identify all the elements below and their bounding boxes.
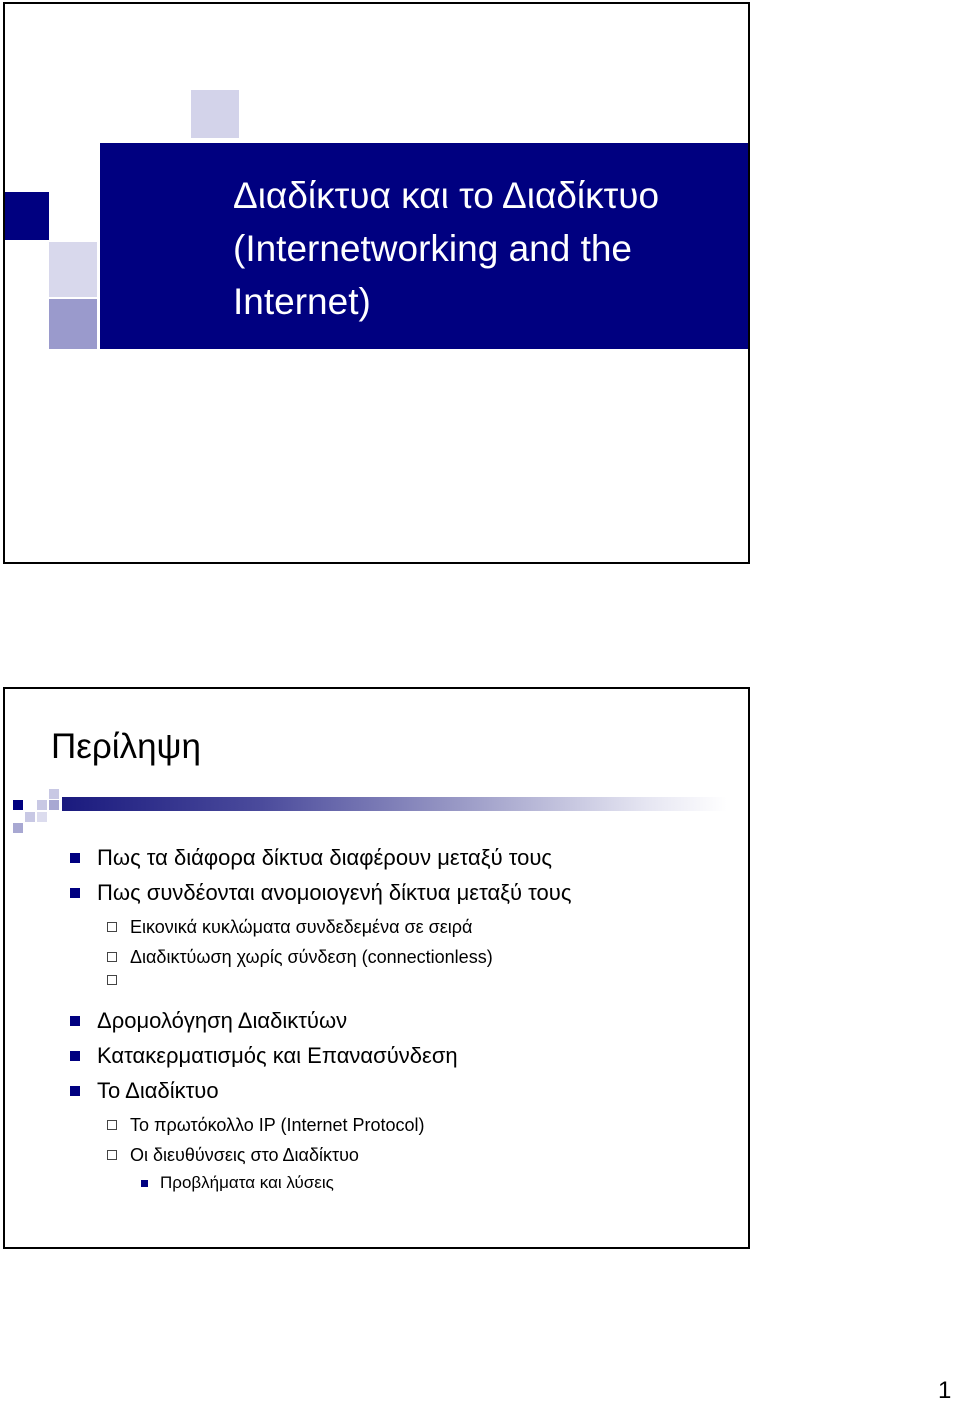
- list-item: Εικονικά κυκλώματα συνδεδεμένα σε σειρά: [107, 915, 472, 939]
- slide-title: Περίληψη: [51, 727, 201, 766]
- list-item: Το Διαδίκτυο: [70, 1077, 219, 1105]
- bullet-list: [5, 689, 748, 1247]
- list-item: Προβλήματα και λύσεις: [141, 1172, 334, 1194]
- hollow-square-bullet-icon: [107, 1120, 117, 1130]
- square-bullet-icon: [70, 853, 80, 863]
- square-bullet-icon: [70, 1051, 80, 1061]
- hollow-square-bullet-icon: [107, 952, 117, 962]
- title-line: Internet): [233, 281, 371, 322]
- slide-title: [233, 169, 743, 328]
- page-number: 1: [938, 1377, 952, 1404]
- list-item: Κατακερματισμός και Επανασύνδεση: [70, 1042, 458, 1070]
- list-item: Πως τα διάφορα δίκτυα διαφέρουν μεταξύ τους: [70, 844, 552, 872]
- list-item: [107, 975, 130, 985]
- summary-slide: [3, 687, 750, 1249]
- decor-square: [49, 242, 97, 297]
- list-item: Δρομολόγηση Διαδικτύων: [70, 1007, 347, 1035]
- square-bullet-icon: [70, 1086, 80, 1096]
- decor-square: [49, 299, 97, 349]
- title-line: Διαδίκτυα και το Διαδίκτυο: [233, 175, 660, 216]
- list-item: Το πρωτόκολλο IP (Internet Protocol): [107, 1113, 425, 1137]
- list-item: Διαδικτύωση χωρίς σύνδεση (connectionless): [107, 945, 493, 969]
- list-item: Οι διευθύνσεις στο Διαδίκτυο: [107, 1143, 359, 1167]
- square-bullet-icon: [70, 1016, 80, 1026]
- square-bullet-icon: [141, 1180, 148, 1187]
- hollow-square-bullet-icon: [107, 922, 117, 932]
- list-item: Πως συνδέονται ανομοιογενή δίκτυα μεταξύ τους: [70, 879, 571, 907]
- hollow-square-bullet-icon: [107, 1150, 117, 1160]
- hollow-square-bullet-icon: [107, 975, 117, 985]
- title-line: (Internetworking and the: [233, 228, 633, 269]
- decor-square: [5, 192, 49, 240]
- title-slide: [3, 2, 750, 564]
- square-bullet-icon: [70, 888, 80, 898]
- decor-square: [191, 90, 239, 138]
